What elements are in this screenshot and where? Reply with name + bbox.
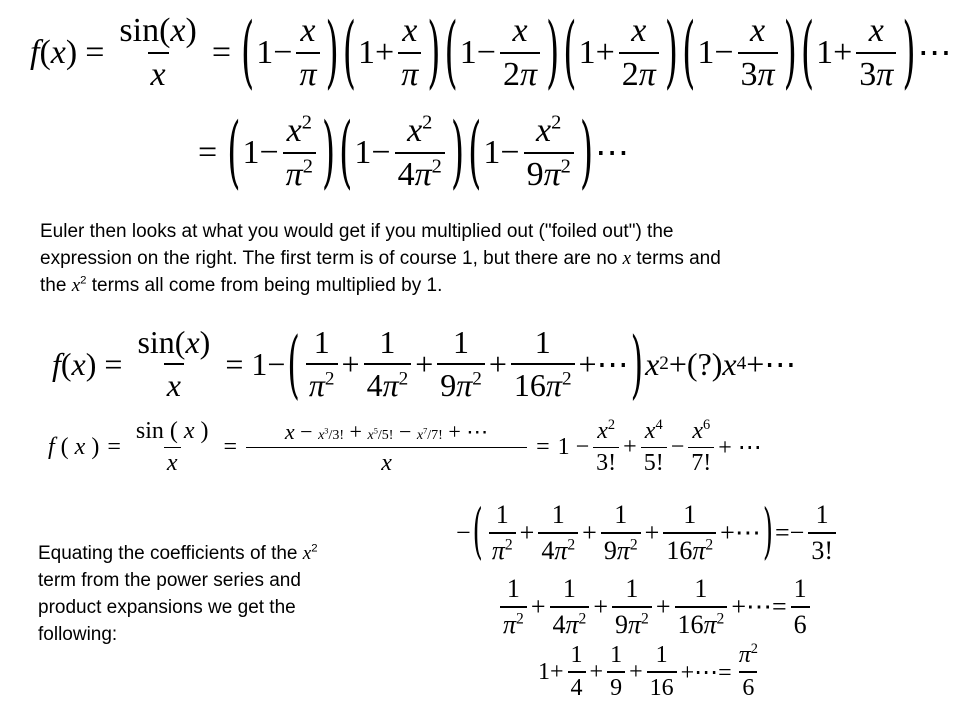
equating-paragraph (38, 540, 418, 648)
equation-squared-product: = ( 1− $\frac{x^2}{\pi^2}$ ) ( 1− $\frac{x^2}{4\pi^2}$ ) ( 1− $\frac{x^2}{9\pi^2}$ ) ⋯ (198, 107, 630, 199)
equating-line-3: product expansions we get the (38, 597, 296, 618)
equation-power-series: f ( x ) = $\frac{\sin ( x )}{x}$ = $\frac{x - x^3/3! + x^5/5! - x^7/7! + \cdots}{x}$ = 1 − $\frac{x^2}{3!}$ + $\frac{x^4}{5!}$ − $\frac{x^6}{7!}$ + ⋯ (48, 417, 762, 476)
paragraph-line-2: expression on the right. The first term is of course 1, but there are no x terms and (40, 248, 721, 269)
equation-expanded-coefficient: f(x) = $\frac{\sin(x)}{x}$ = 1− ( $\frac{1}{\pi^2}$ + $\frac{1}{4\pi^2}$ + $\frac{1}{9\pi^2}$ + $\frac{1}{16\pi^2}$ +⋯ ) x 2 +(?) x 4 +⋯ (52, 320, 797, 408)
equating-line-1: Equating the coefficients of the $x^2$ (38, 542, 318, 564)
paragraph-line-3: the $x^2$ terms all come from being multiplied by 1. (40, 274, 443, 296)
equation-sum-one-sixth: $\frac{1}{\pi^2}$ + $\frac{1}{4\pi^2}$ + $\frac{1}{9\pi^2}$ + $\frac{1}{16\pi^2}$ +⋯= $\frac{1}{6}$ (496, 574, 814, 640)
equation-product-expansion: f(x) = $\frac{\sin(x)}{x}$ = ( 1− $\frac{x}{\pi}$ ) ( 1+ $\frac{x}{\pi}$ ) ( 1− $\frac{x}{2\pi}$ ) ( 1+ $\frac{x}{2\pi}$ ) ( 1− $\frac{x}{3\pi}$ ) ( 1+ $\frac{x}{3\pi}$ ) ⋯ (30, 7, 952, 99)
equation-coefficient-equality: − ( $\frac{1}{\pi^2}$ + $\frac{1}{4\pi^2}$ + $\frac{1}{9\pi^2}$ + $\frac{1}{16\pi^2}$ +⋯ ) =− $\frac{1}{3!}$ (456, 500, 840, 566)
equation-basel-result: 1+ $\frac{1}{4}$ + $\frac{1}{9}$ + $\frac{1}{16}$ +⋯= $\frac{\pi^2}{6}$ (538, 641, 758, 701)
equating-line-2: term from the power series and (38, 570, 301, 591)
paragraph-line-1: Euler then looks at what you would get if you multiplied out ("foiled out") the (40, 221, 674, 242)
explanation-paragraph (40, 218, 940, 299)
equating-line-4: following: (38, 624, 118, 645)
